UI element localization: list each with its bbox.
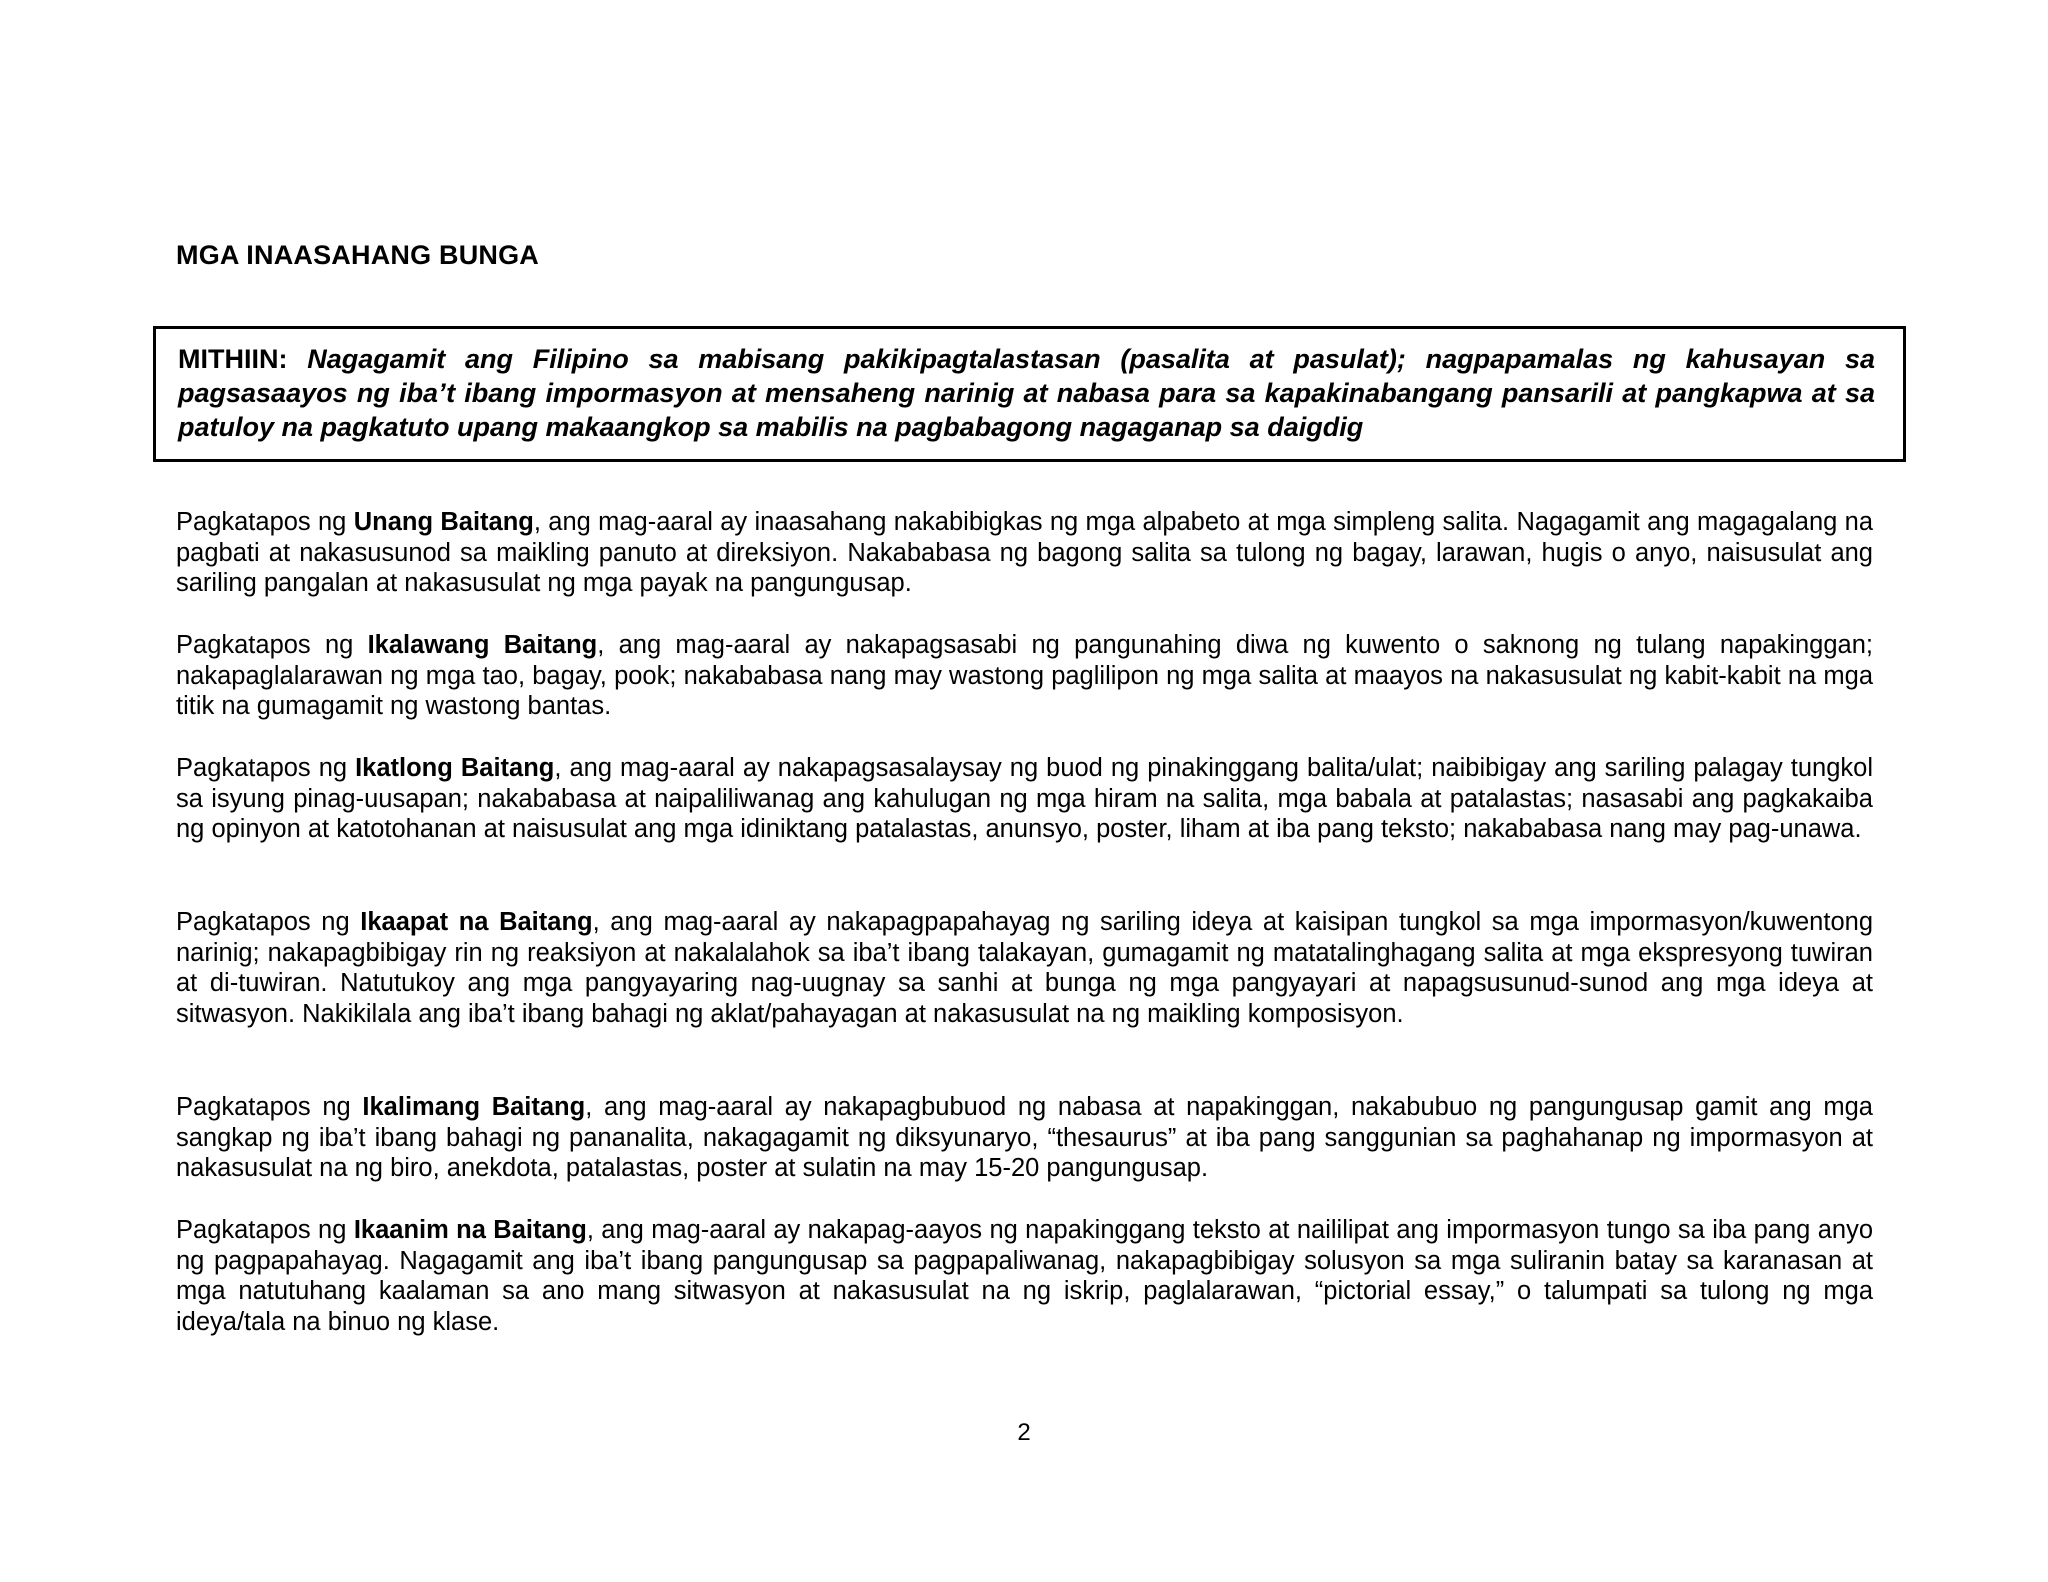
paragraph-prefix: Pagkatapos ng [176, 908, 361, 936]
paragraph-body: , ang mag-aaral ay nakapagsasabi ng pangunahing diwa ng kuwento o saknong ng tulang napakinggan; nakapaglalarawan ng mga tao, bagay, pook; nakababasa nang may wastong paglilipon ng mga salita at maayos na nakasusulat ng kabit-kabit na mga titik na gumagamit ng wastong bantas. [176, 631, 1873, 720]
paragraph-grade-4 [176, 907, 1873, 1029]
paragraph-body: , ang mag-aaral ay nakapagpapahayag ng sariling ideya at kaisipan tungkol sa mga impormasyon/kuwentong narinig; nakapagbibigay rin ng reaksiyon at nakalalahok sa iba’t ibang talakayan, gumagamit ng matatalinghagang salita at mga ekspresyong tuwiran at di-tuwiran. Natutukoy ang mga pangyayaring nag-uugnay sa sanhi at bunga ng mga pangyayari at napagsusunud-sunod ang mga ideya at sitwasyon. Nakikilala ang iba’t ibang bahagi ng aklat/pahayagan at nakasusulat na ng maikling komposisyon. [176, 908, 1873, 1028]
paragraph-prefix: Pagkatapos ng [176, 508, 354, 536]
grade-label: Ikalawang Baitang [367, 631, 598, 659]
paragraph-body: , ang mag-aaral ay nakapagsasalaysay ng buod ng pinakinggang balita/ulat; naibibigay ang sariling palagay tungkol sa isyung pinag-uusapan; nakababasa at naipaliliwanag ang kahulugan ng mga hiram na salita, mga babala at patalastas; nasasabi ang pagkakaiba ng opinyon at katotohanan at naisusulat ang mga idiniktang patalastas, anunsyo, poster, liham at iba pang teksto; nakababasa nang may pag-unawa. [176, 754, 1873, 843]
goal-text: Nagagamit ang Filipino sa mabisang pakikipagtalastasan (pasalita at pasulat); nagpapamalas ng kahusayan sa pagsasaayos ng iba’t ibang impormasyon at mensaheng narinig at nabasa para sa kapakinabangang pansarili at pangkapwa at sa patuloy na pagkatuto upang makaangkop sa mabilis na pagbabagong nagaganap sa daigdig [178, 344, 1875, 442]
paragraph-grade-5 [176, 1092, 1873, 1184]
paragraph-prefix: Pagkatapos ng [176, 754, 356, 782]
grade-label: Ikalimang Baitang [362, 1093, 586, 1121]
page-number: 2 [1017, 1419, 1031, 1446]
goal-label: MITHIIN: [178, 344, 288, 374]
paragraph-prefix: Pagkatapos ng [176, 1093, 363, 1121]
grade-label: Ikaanim na Baitang [353, 1216, 587, 1244]
grade-label: Unang Baitang [353, 508, 534, 536]
section-heading: MGA INAASAHANG BUNGA [176, 240, 539, 270]
paragraph-body: , ang mag-aaral ay nakapagbubuod ng nabasa at napakinggan, nakabubuo ng pangungusap gamit ang mga sangkap ng iba’t ibang bahagi ng pananalita, nakagagamit ng diksyunaryo, “thesaurus” at iba pang sanggunian sa paghahanap ng impormasyon at nakasusulat na ng biro, anekdota, patalastas, poster at sulatin na may 15-20 pangungusap. [176, 1093, 1873, 1182]
paragraph-grade-1 [176, 507, 1873, 599]
paragraph-prefix: Pagkatapos ng [176, 631, 368, 659]
goal-box [153, 326, 1906, 462]
paragraph-body: , ang mag-aaral ay inaasahang nakabibigkas ng mga alpabeto at mga simpleng salita. Nagagamit ang magagalang na pagbati at nakasusunod sa maikling panuto at direksiyon. Nakababasa ng bagong salita sa tulong ng bagay, larawan, hugis o anyo, naisusulat ang sariling pangalan at nakasusulat ng mga payak na pangungusap. [176, 508, 1873, 597]
paragraph-prefix: Pagkatapos ng [176, 1216, 354, 1244]
paragraph-body: , ang mag-aaral ay nakapag-aayos ng napakinggang teksto at naililipat ang impormasyon tungo sa iba pang anyo ng pagpapahayag. Nagagamit ang iba’t ibang pangungusap sa pagpapaliwanag, nakapagbibigay solusyon sa mga suliranin batay sa karanasan at mga natutuhang kaalaman sa ano mang sitwasyon at nakasusulat na ng iskrip, paglalarawan, “pictorial essay,” o talumpati sa tulong ng mga ideya/tala na binuo ng klase. [176, 1216, 1874, 1336]
grade-label: Ikaapat na Baitang [360, 908, 593, 936]
paragraph-grade-6 [176, 1215, 1873, 1337]
paragraph-grade-2 [176, 630, 1873, 722]
grade-label: Ikatlong Baitang [355, 754, 555, 782]
paragraph-grade-3 [176, 753, 1873, 845]
